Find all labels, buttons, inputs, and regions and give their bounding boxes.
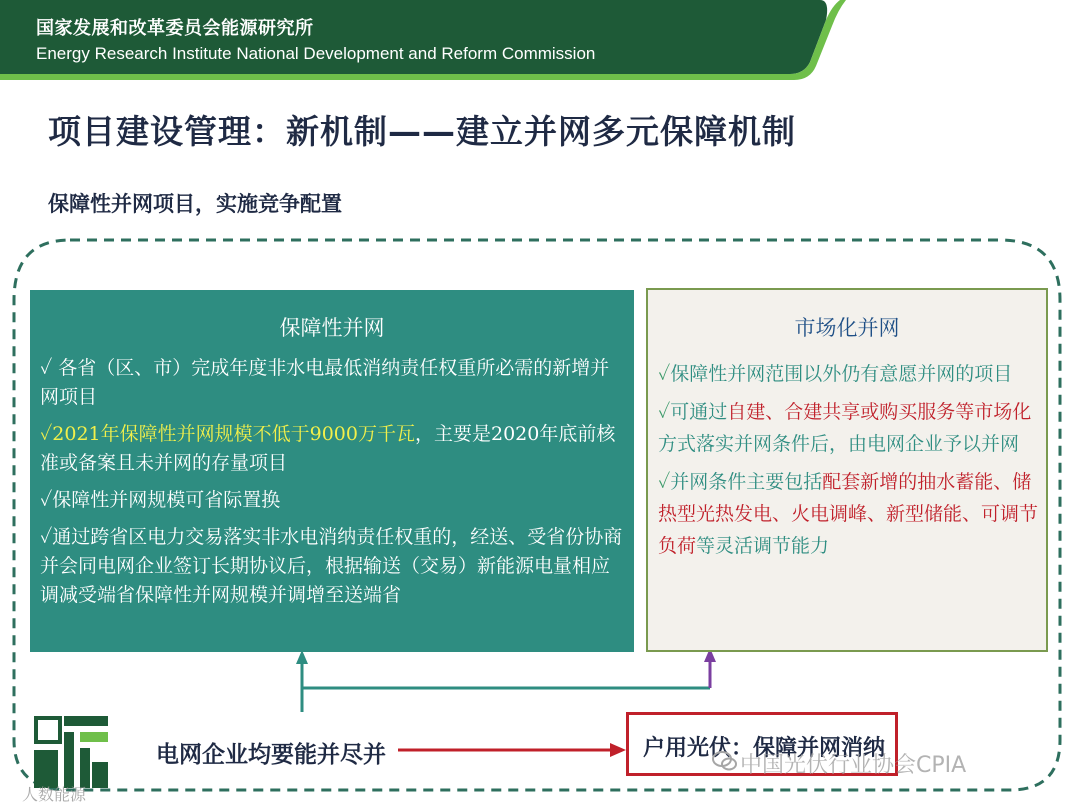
right-item-text: 等灵活调节能力	[696, 535, 830, 557]
eri-logo	[30, 712, 112, 792]
left-box-title: 保障性并网	[279, 316, 385, 340]
left-item-4	[40, 523, 626, 610]
org-name-en: Energy Research Institute National Development and Reform Commission	[36, 44, 596, 63]
right-item-text: 方式落实并网条件后，由电网企业予以并网	[658, 433, 1020, 455]
left-item-3	[40, 486, 626, 515]
left-item-1	[40, 354, 626, 412]
check-icon: ✓	[40, 526, 53, 548]
org-name-cn: 国家发展和改革委员会能源研究所	[36, 18, 314, 39]
right-item-1	[658, 358, 1040, 390]
check-icon: ✓	[40, 357, 53, 379]
guaranteed-grid-box	[30, 290, 634, 652]
left-box-items	[40, 354, 626, 618]
check-icon: ✓	[658, 471, 671, 493]
right-item-text: 保障性并网范围以外仍有意愿并网的项目	[670, 363, 1013, 385]
left-item-text: 各省（区、市）完成年度非水电最低消纳责任权重所必需的新增并网项目	[40, 357, 610, 408]
check-icon: ✓	[40, 489, 53, 511]
right-box-items	[658, 358, 1040, 568]
right-item-highlight: 配套新增的抽水蓄能、储热型光热发电、火电调峰、新型储能、可调节负荷	[658, 471, 1039, 557]
left-item-text: 通过跨省区电力交易落实非水电消纳责任权重的，经送、受省份协商并会同电网企业签订长期协议后，根据输送（交易）新能源电量相应调减受端省保障性并网规模并调增至送端省	[40, 526, 623, 606]
right-item-pre: 可通过	[670, 401, 728, 423]
check-icon: ✓	[658, 401, 671, 423]
right-item-3	[658, 466, 1040, 562]
grid-enterprise-text: 电网企业均要能并尽并	[156, 742, 386, 768]
watermark-cpia: 中国光伏行业协会CPIA	[740, 753, 967, 778]
market-grid-box	[646, 288, 1048, 652]
right-item-highlight: 自建、合建共享或购买服务等市场化	[727, 401, 1032, 423]
household-pv-text: 户用光伏：保障并网消纳	[643, 736, 886, 761]
watermark-left: 人数能源	[22, 785, 87, 804]
slide-title: 项目建设管理：新机制——建立并网多元保障机制	[48, 112, 796, 151]
arrow-up-left	[296, 650, 308, 664]
right-item-2	[658, 396, 1040, 460]
right-box-title: 市场化并网	[794, 316, 900, 340]
check-icon: ✓	[40, 423, 53, 445]
left-item-2	[40, 420, 626, 478]
left-item-highlight: 2021年保障性并网规模不低于9000万千瓦	[52, 423, 415, 445]
left-item-text: ，主要是2020年底前核准或备案且未并网的存量项目	[40, 423, 616, 474]
left-item-text: 保障性并网规模可省际置换	[52, 489, 281, 511]
slide-subtitle: 保障性并网项目，实施竞争配置	[48, 192, 342, 216]
red-arrow-head	[610, 743, 626, 757]
check-icon: ✓	[658, 363, 671, 385]
wechat-icon	[712, 748, 738, 774]
right-item-pre: 并网条件主要包括	[670, 471, 823, 493]
